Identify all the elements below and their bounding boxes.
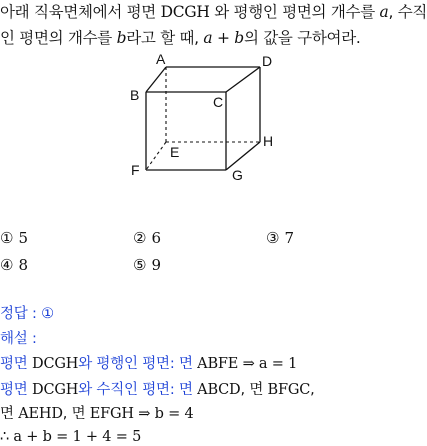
solution-text: , 면 [62, 406, 90, 422]
question-text: 인 평면의 개수를 [0, 29, 117, 47]
vertex-label-a: A [156, 51, 166, 67]
choice-value: 5 [18, 229, 28, 247]
face-name: EFGH [89, 406, 134, 422]
choice-5[interactable] [133, 256, 161, 274]
result-text: ⇒ b = 4 [133, 406, 194, 422]
choice-number: ⑤ [133, 256, 147, 274]
face-name: AEHD [18, 406, 63, 422]
answer-line [0, 305, 54, 323]
edge-gh [226, 142, 260, 170]
solution-line-1 [0, 355, 297, 373]
edge-ba [146, 67, 166, 92]
result-text: ⇒ a = 1 [238, 356, 298, 372]
solution-line-3 [0, 405, 194, 423]
vertex-label-b: B [130, 87, 140, 103]
vertex-label-h: H [263, 133, 274, 149]
face-name: ABFE [197, 356, 239, 372]
solution-text: 평면 [0, 356, 33, 372]
vertex-label-c: C [213, 94, 224, 110]
solution-text: 면 [0, 406, 19, 422]
variable-b: b [116, 29, 127, 47]
face-name: BFGC [267, 382, 311, 398]
question-text: , 수직 [388, 3, 427, 21]
conclusion-text: ∴ a + b = 1 + 4 = 5 [0, 429, 142, 445]
question-text: 아래 직육면체에서 평면 [0, 3, 161, 21]
solution-line-2 [0, 381, 315, 399]
choice-number: ③ [266, 229, 280, 247]
cuboid-figure [120, 50, 280, 185]
explanation-label: 해설 : [0, 331, 37, 347]
choice-number: ④ [0, 256, 14, 274]
question-line-1 [0, 2, 427, 22]
question-line-2 [0, 28, 400, 48]
solution-line-4 [0, 428, 141, 446]
edge-cd [226, 67, 260, 92]
vertex-label-e: E [170, 144, 180, 160]
choice-value: 7 [284, 229, 294, 247]
choice-value: 9 [151, 256, 161, 274]
variable-a: a [379, 3, 389, 21]
solution-text: 와 수직인 평면: 면 [78, 382, 198, 398]
answer-value: ① [41, 306, 54, 322]
choice-1[interactable] [0, 229, 28, 247]
face-name: DCGH [160, 3, 210, 21]
face-name: DCGH [32, 382, 79, 398]
vertex-label-d: D [262, 53, 273, 69]
choice-value: 8 [18, 256, 28, 274]
face-name: DCGH [32, 356, 79, 372]
solution-text: , [310, 382, 315, 398]
hidden-edge-ef [146, 142, 166, 170]
solution-text: 평면 [0, 382, 33, 398]
choice-4[interactable] [0, 256, 28, 274]
vertex-label-f: F [131, 162, 140, 178]
question-text: 와 평행인 평면의 개수를 [209, 3, 380, 21]
face-name: ABCD [197, 382, 241, 398]
question-text: 라고 할 때, [126, 29, 204, 47]
choice-number: ② [133, 229, 147, 247]
choice-2[interactable] [133, 229, 161, 247]
choice-3[interactable] [266, 229, 294, 247]
choice-value: 6 [151, 229, 161, 247]
expression: a + b [203, 29, 244, 47]
answer-label: 정답 : [0, 306, 42, 322]
question-text: 의 값을 구하여라. [243, 29, 361, 47]
vertex-label-g: G [232, 167, 243, 183]
solution-text: , 면 [240, 382, 268, 398]
choice-number: ① [0, 229, 14, 247]
solution-text: 와 평행인 평면: 면 [78, 356, 198, 372]
